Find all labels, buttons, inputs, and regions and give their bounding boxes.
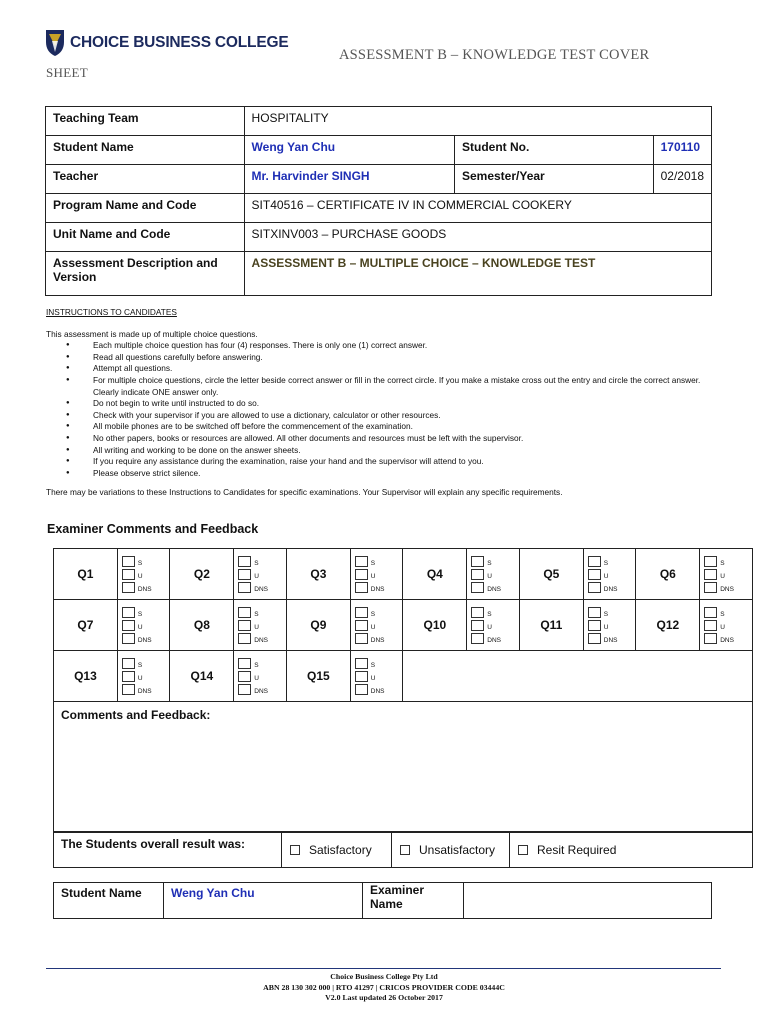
- result-option-label: DNS: [720, 585, 734, 593]
- instruction-item: ● Read all questions carefully before answering.: [66, 352, 726, 364]
- question-grid-row: [54, 651, 753, 702]
- result-option-label: U: [720, 572, 725, 580]
- checkbox-icon[interactable]: [238, 633, 251, 644]
- instructions-heading: INSTRUCTIONS TO CANDIDATES: [46, 307, 177, 317]
- college-logo: [44, 28, 288, 58]
- checkbox-icon[interactable]: [122, 684, 135, 695]
- result-option-label: DNS: [137, 636, 152, 644]
- result-option-label: U: [487, 623, 492, 631]
- result-option[interactable]: [122, 620, 170, 631]
- result-option-label: U: [254, 623, 259, 631]
- student-name-value[interactable]: Weng Yan Chu: [244, 136, 454, 165]
- result-option-label: U: [720, 623, 725, 631]
- result-option[interactable]: [355, 671, 403, 682]
- checkbox-icon[interactable]: [704, 607, 717, 618]
- overall-result-row: [53, 832, 753, 868]
- checkbox-icon[interactable]: [704, 620, 717, 631]
- question-result-options: [467, 549, 520, 600]
- result-option[interactable]: [588, 569, 636, 580]
- instruction-item: ● Check with your supervisor if you are allowed to use a dictionary, calculator or other resources.: [66, 410, 726, 422]
- result-option-label: S: [254, 610, 259, 618]
- checkbox-icon[interactable]: [238, 607, 251, 618]
- question-number: Q9: [286, 600, 350, 651]
- signoff-table: [53, 882, 712, 919]
- instruction-item: ● All writing and working to be done on the answer sheets.: [66, 445, 726, 457]
- result-option-label: DNS: [370, 687, 385, 695]
- result-option-label: U: [254, 572, 259, 580]
- student-name-label: Student Name: [46, 136, 245, 165]
- footer: [0, 972, 768, 1004]
- result-option[interactable]: [704, 620, 752, 631]
- student-no-label: Student No.: [454, 136, 653, 165]
- result-option[interactable]: [704, 569, 752, 580]
- assessment-value: ASSESSMENT B – MULTIPLE CHOICE – KNOWLEDGE TEST: [244, 252, 711, 296]
- result-satisfactory-option[interactable]: [282, 833, 392, 867]
- question-number: Q10: [403, 600, 467, 651]
- question-result-options: [234, 600, 287, 651]
- result-option-label: S: [137, 610, 143, 618]
- checkbox-icon[interactable]: [471, 556, 484, 567]
- signoff-student-label: Student Name: [54, 883, 164, 919]
- question-number: Q5: [519, 549, 583, 600]
- result-option[interactable]: [122, 671, 170, 682]
- checkbox-icon[interactable]: [355, 671, 368, 682]
- checkbox-icon[interactable]: [588, 620, 601, 631]
- checkbox-icon[interactable]: [400, 845, 410, 855]
- unit-label: Unit Name and Code: [46, 223, 245, 252]
- result-option-label: DNS: [487, 636, 501, 644]
- result-option-label: DNS: [720, 636, 734, 644]
- logo-text: CHOICE BUSINESS COLLEGE: [70, 34, 289, 51]
- result-option-label: DNS: [137, 687, 152, 695]
- result-option[interactable]: [588, 607, 636, 618]
- question-result-options: [350, 651, 403, 702]
- question-result-options: [467, 600, 520, 651]
- instructions-list: [66, 340, 726, 479]
- question-number: Q13: [54, 651, 118, 702]
- semester-value[interactable]: 02/2018: [653, 165, 711, 194]
- result-option[interactable]: [355, 620, 403, 631]
- question-result-options: [234, 549, 287, 600]
- result-option[interactable]: [471, 620, 519, 631]
- teaching-team-label: Teaching Team: [46, 107, 245, 136]
- checkbox-icon[interactable]: [588, 582, 601, 593]
- result-option-label: S: [603, 559, 609, 567]
- result-option[interactable]: [471, 569, 519, 580]
- question-result-options: [700, 549, 753, 600]
- result-option-label: Resit Required: [537, 843, 617, 857]
- question-result-grid: [53, 548, 753, 702]
- footer-divider: [46, 968, 721, 969]
- footer-registration: ABN 28 130 302 000 | RTO 41297 | CRICOS PROVIDER CODE 03444C: [263, 982, 505, 992]
- result-option[interactable]: [122, 633, 170, 644]
- result-option[interactable]: [355, 684, 403, 695]
- signoff-examiner-label: Examiner Name: [363, 883, 464, 919]
- result-option[interactable]: [471, 582, 519, 593]
- instruction-item: ● No other papers, books or resources are allowed. All other documents and resources must be left with the supervisor.: [66, 433, 726, 445]
- question-number: Q8: [170, 600, 234, 651]
- question-result-options: [350, 600, 403, 651]
- result-option-label: S: [137, 559, 143, 567]
- checkbox-icon[interactable]: [518, 845, 528, 855]
- instruction-item: ● Attempt all questions.: [66, 363, 726, 375]
- result-option[interactable]: [122, 607, 170, 618]
- question-result-options: [117, 600, 170, 651]
- student-info-table: [45, 106, 712, 296]
- instruction-item: ● Each multiple choice question has four (4) responses. There is only one (1) correct answer.: [66, 340, 726, 352]
- result-option-label: DNS: [254, 585, 269, 593]
- question-result-options: [117, 549, 170, 600]
- checkbox-icon[interactable]: [704, 633, 717, 644]
- result-option-label: U: [603, 623, 609, 631]
- checkbox-icon[interactable]: [588, 633, 601, 644]
- result-option[interactable]: [355, 569, 403, 580]
- checkbox-icon[interactable]: [355, 569, 368, 580]
- result-option-label: Satisfactory: [309, 843, 372, 857]
- result-unsatisfactory-option[interactable]: [392, 833, 510, 867]
- teacher-label: Teacher: [46, 165, 245, 194]
- checkbox-icon[interactable]: [471, 569, 484, 580]
- result-option[interactable]: [355, 582, 403, 593]
- question-number: Q4: [403, 549, 467, 600]
- result-option[interactable]: [588, 633, 636, 644]
- checkbox-icon[interactable]: [238, 569, 251, 580]
- instruction-item: ● All mobile phones are to be switched off before the commencement of the examination.: [66, 421, 726, 433]
- checkbox-icon[interactable]: [588, 556, 601, 567]
- college-shield-icon: [44, 28, 66, 58]
- footer-company: Choice Business College Pty Ltd: [330, 972, 438, 981]
- question-number: Q2: [170, 549, 234, 600]
- result-option[interactable]: [355, 658, 403, 669]
- result-option-label: U: [487, 572, 492, 580]
- checkbox-icon[interactable]: [238, 582, 251, 593]
- result-option[interactable]: [238, 582, 286, 593]
- result-option-label: DNS: [487, 585, 501, 593]
- result-option-label: S: [137, 661, 143, 669]
- result-option[interactable]: [704, 556, 752, 567]
- question-result-options: [234, 651, 287, 702]
- result-option-label: U: [370, 623, 376, 631]
- checkbox-icon[interactable]: [355, 658, 368, 669]
- result-option[interactable]: [355, 633, 403, 644]
- result-option[interactable]: [238, 633, 286, 644]
- result-option-label: S: [603, 610, 609, 618]
- instructions-section: [46, 307, 726, 499]
- document-title-continued: SHEET: [46, 65, 88, 80]
- question-number: Q14: [170, 651, 234, 702]
- question-result-options: [583, 549, 636, 600]
- result-option[interactable]: [704, 633, 752, 644]
- checkbox-icon[interactable]: [122, 556, 135, 567]
- checkbox-icon[interactable]: [122, 620, 135, 631]
- assessment-label: Assessment Description and Version: [46, 252, 245, 296]
- result-option-label: U: [137, 674, 143, 682]
- question-number: Q1: [54, 549, 118, 600]
- question-grid-row: [54, 549, 753, 600]
- teacher-value[interactable]: Mr. Harvinder SINGH: [244, 165, 454, 194]
- checkbox-icon[interactable]: [355, 556, 368, 567]
- comments-label: Comments and Feedback:: [61, 708, 211, 722]
- result-option-label: DNS: [254, 636, 269, 644]
- instruction-item: ● Please observe strict silence.: [66, 468, 726, 480]
- question-number: Q3: [286, 549, 350, 600]
- document-title: ASSESSMENT B – KNOWLEDGE TEST COVER: [339, 47, 650, 63]
- result-option-label: DNS: [603, 585, 618, 593]
- result-option[interactable]: [122, 556, 170, 567]
- semester-label: Semester/Year: [454, 165, 653, 194]
- checkbox-icon[interactable]: [122, 658, 135, 669]
- result-option[interactable]: [122, 569, 170, 580]
- result-option-label: S: [720, 559, 725, 567]
- result-option-label: S: [254, 559, 259, 567]
- result-option[interactable]: [238, 556, 286, 567]
- checkbox-icon[interactable]: [471, 582, 484, 593]
- result-option-label: S: [370, 610, 376, 618]
- result-option[interactable]: [122, 684, 170, 695]
- result-option[interactable]: [238, 620, 286, 631]
- result-option-label: U: [137, 572, 143, 580]
- checkbox-icon[interactable]: [355, 620, 368, 631]
- instructions-outro: There may be variations to these Instructions to Candidates for specific examinations. Your Supervisor will explain any specific requirements.: [46, 487, 563, 498]
- question-grid-row: [54, 600, 753, 651]
- result-option-label: DNS: [370, 585, 385, 593]
- teaching-team-value: HOSPITALITY: [244, 107, 711, 136]
- result-option[interactable]: [704, 607, 752, 618]
- examiner-heading: Examiner Comments and Feedback: [47, 522, 259, 536]
- result-option[interactable]: [471, 556, 519, 567]
- result-option[interactable]: [355, 607, 403, 618]
- result-option[interactable]: [588, 582, 636, 593]
- footer-version: V2.0 Last updated 26 October 2017: [325, 993, 443, 1002]
- result-option-label: DNS: [603, 636, 618, 644]
- result-option[interactable]: [471, 607, 519, 618]
- checkbox-icon[interactable]: [238, 556, 251, 567]
- question-number: Q11: [519, 600, 583, 651]
- result-option[interactable]: [238, 569, 286, 580]
- result-option[interactable]: [238, 671, 286, 682]
- question-result-options: [583, 600, 636, 651]
- question-result-options: [700, 600, 753, 651]
- result-option[interactable]: [471, 633, 519, 644]
- result-option[interactable]: [122, 582, 170, 593]
- checkbox-icon[interactable]: [290, 845, 300, 855]
- checkbox-icon[interactable]: [588, 569, 601, 580]
- checkbox-icon[interactable]: [355, 633, 368, 644]
- question-number: Q7: [54, 600, 118, 651]
- signoff-examiner-name[interactable]: [464, 883, 712, 919]
- checkbox-icon[interactable]: [122, 607, 135, 618]
- result-option-label: U: [603, 572, 609, 580]
- checkbox-icon[interactable]: [238, 671, 251, 682]
- result-option[interactable]: [355, 556, 403, 567]
- result-resit-option[interactable]: [510, 833, 752, 867]
- checkbox-icon[interactable]: [471, 633, 484, 644]
- checkbox-icon[interactable]: [355, 607, 368, 618]
- result-option-label: U: [254, 674, 259, 682]
- result-option[interactable]: [588, 620, 636, 631]
- result-option[interactable]: [238, 658, 286, 669]
- checkbox-icon[interactable]: [238, 620, 251, 631]
- checkbox-icon[interactable]: [122, 671, 135, 682]
- checkbox-icon[interactable]: [122, 582, 135, 593]
- checkbox-icon[interactable]: [122, 569, 135, 580]
- instruction-item: ● Do not begin to write until instructed to do so.: [66, 398, 726, 410]
- result-option[interactable]: [704, 582, 752, 593]
- result-option-label: S: [487, 559, 492, 567]
- result-option-label: S: [487, 610, 492, 618]
- result-option-label: S: [720, 610, 725, 618]
- unit-value: SITXINV003 – PURCHASE GOODS: [244, 223, 711, 252]
- checkbox-icon[interactable]: [355, 684, 368, 695]
- result-option[interactable]: [588, 556, 636, 567]
- result-option[interactable]: [238, 684, 286, 695]
- comments-box[interactable]: [53, 702, 753, 832]
- checkbox-icon[interactable]: [238, 658, 251, 669]
- instruction-item: ● If you require any assistance during the examination, raise your hand and the supervisor will attend to you.: [66, 456, 726, 468]
- result-option[interactable]: [122, 658, 170, 669]
- result-option-label: DNS: [137, 585, 152, 593]
- question-result-options: [117, 651, 170, 702]
- instructions-intro: This assessment is made up of multiple choice questions.: [46, 328, 258, 339]
- question-number: Q15: [286, 651, 350, 702]
- result-option-label: U: [370, 572, 376, 580]
- question-number: Q6: [636, 549, 700, 600]
- student-no-value[interactable]: 170110: [653, 136, 711, 165]
- instruction-item: ● For multiple choice questions, circle the letter beside correct answer or fill in the correct circle. If you make a mistake cross out the entry and circle the correct answer. Clearly indicate ONE answer only.: [66, 375, 726, 398]
- checkbox-icon[interactable]: [238, 684, 251, 695]
- signoff-student-name[interactable]: Weng Yan Chu: [164, 883, 363, 919]
- program-value: SIT40516 – CERTIFICATE IV IN COMMERCIAL COOKERY: [244, 194, 711, 223]
- checkbox-icon[interactable]: [704, 569, 717, 580]
- checkbox-icon[interactable]: [471, 607, 484, 618]
- result-option[interactable]: [238, 607, 286, 618]
- checkbox-icon[interactable]: [122, 633, 135, 644]
- result-option-label: S: [370, 661, 376, 669]
- checkbox-icon[interactable]: [355, 582, 368, 593]
- result-option-label: Unsatisfactory: [419, 843, 496, 857]
- question-result-options: [350, 549, 403, 600]
- question-number: Q12: [636, 600, 700, 651]
- result-option-label: S: [254, 661, 259, 669]
- grid-empty-cell: [403, 651, 753, 702]
- checkbox-icon[interactable]: [704, 556, 717, 567]
- checkbox-icon[interactable]: [471, 620, 484, 631]
- result-option-label: DNS: [254, 687, 269, 695]
- program-label: Program Name and Code: [46, 194, 245, 223]
- result-option-label: U: [137, 623, 143, 631]
- result-option-label: DNS: [370, 636, 385, 644]
- checkbox-icon[interactable]: [588, 607, 601, 618]
- result-option-label: U: [370, 674, 376, 682]
- result-option-label: S: [370, 559, 376, 567]
- checkbox-icon[interactable]: [704, 582, 717, 593]
- overall-result-label: The Students overall result was:: [54, 833, 282, 867]
